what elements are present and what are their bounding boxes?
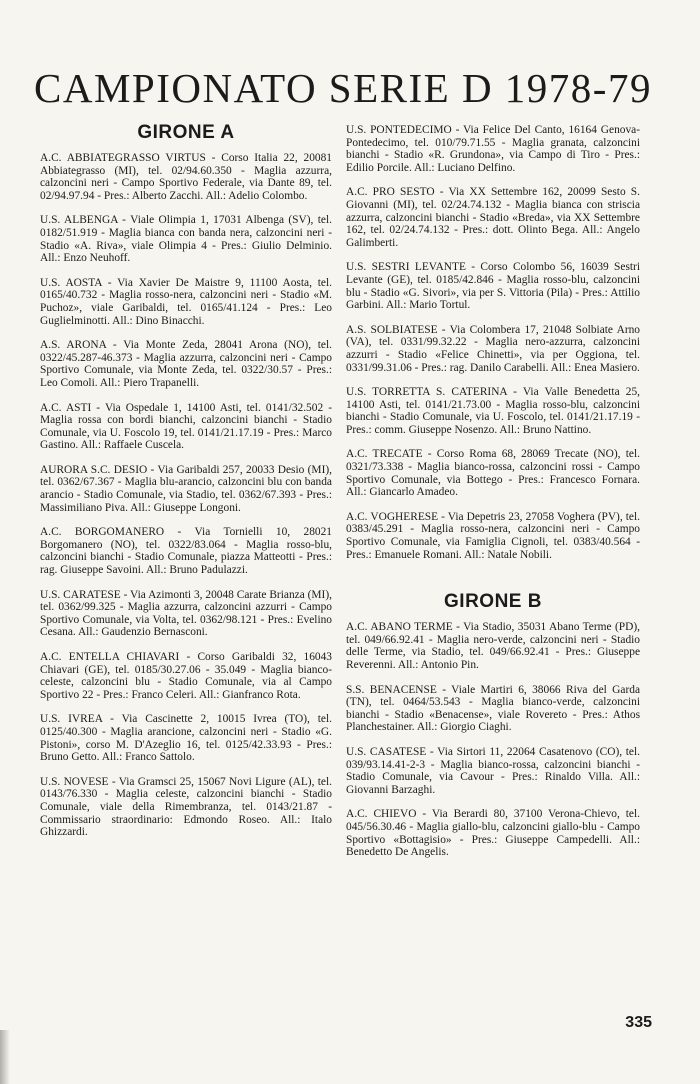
page-title: CAMPIONATO SERIE D 1978-79 xyxy=(34,65,652,111)
club-entry: A.S. SOLBIATESE - Via Colombera 17, 21048 Solbiate Arno (VA), tel. 0331/99.32.22 - Maglia nero-azzurra, calzoncini azzurri - Stadio «Felice Chinetti», via per Oggiona, tel. 0331/99.31.06 - Pres.: rag. Danilo Carabelli. All.: Enea Masiero. xyxy=(346,323,640,374)
club-entry: AURORA S.C. DESIO - Via Garibaldi 257, 20033 Desio (MI), tel. 0362/67.367 - Maglia blu-arancio, calzoncini blu con banda arancio - Stadio Comunale, via Stadio, tel. 0362/67.393 - Pres.: Massimiliano Piva. All.: Giuseppe Longoni. xyxy=(40,463,332,514)
club-entry: S.S. BENACENSE - Viale Martiri 6, 38066 Riva del Garda (TN), tel. 0464/53.543 - Maglia bianco-verde, calzoncini bianchi - Stadio «Benacense», viale Rovereto - Pres.: Athos Planchestainer. All.: Giorgio Ciaghi. xyxy=(346,683,640,734)
page-number: 335 xyxy=(625,1014,652,1031)
binding-edge-shadow xyxy=(0,1030,10,1084)
girone-a-heading: GIRONE A xyxy=(137,122,235,143)
club-entry: A.S. ARONA - Via Monte Zeda, 28041 Arona (NO), tel. 0322/45.287-46.373 - Maglia azzurra, calzoncini neri - Campo Sportivo Comunale, via Monte Zeda, tel. 0322/30.57 - Pres.: Leo Comoli. All.: Piero Trapanelli. xyxy=(40,339,332,389)
right-column xyxy=(346,124,640,871)
club-entry: U.S. AOSTA - Via Xavier De Maistre 9, 11100 Aosta, tel. 0165/40.732 - Maglia rosso-nera, calzoncini neri - Stadio «M. Puchoz», viale Garibaldi, tel. 0165/41.124 - Pres.: Leo Guglielminotti. All.: Dino Binacchi. xyxy=(40,276,332,327)
club-entry: U.S. PONTEDECIMO - Via Felice Del Canto, 16164 Genova-Pontedecimo, tel. 010/79.71.55 - Maglia granata, calzoncini bianchi - Stadio «R. Grundona», via Campo di Tiro - Pres.: Edilio Porcile. All.: Luciano Delfino. xyxy=(346,124,640,174)
club-entry: U.S. ALBENGA - Viale Olimpia 1, 17031 Albenga (SV), tel. 0182/51.919 - Maglia bianca con banda nera, calzoncini neri - Stadio «A. Riva», viale Olimpia 4 - Pres.: Giulio Delminio. All.: Enzo Neuhoff. xyxy=(40,214,332,265)
club-entry: U.S. IVREA - Via Cascinette 2, 10015 Ivrea (TO), tel. 0125/40.300 - Maglia arancione, calzoncini neri - Stadio «G. Pistoni», corso M. D'Azeglio 16, tel. 0125/42.33.93 - Pres.: Bruno Getto. All.: Franco Sattolo. xyxy=(40,713,332,764)
club-entry: A.C. TRECATE - Corso Roma 68, 28069 Trecate (NO), tel. 0321/73.338 - Maglia bianco-rossa, calzoncini rossi - Campo Sportivo Comunale, via Bottego - Pres.: Francesco Fornara. All.: Giancarlo Amadeo. xyxy=(346,448,640,499)
club-entry: U.S. CASATESE - Via Sirtori 11, 22064 Casatenovo (CO), tel. 039/93.14.41-2-3 - Maglia bianco-rossa, calzoncini bianchi - Stadio Comunale, via Cavour - Pres.: Rinaldo Villa. All.: Giovanni Barzaghi. xyxy=(346,745,640,796)
club-entry: A.C. PRO SESTO - Via XX Settembre 162, 20099 Sesto S. Giovanni (MI), tel. 02/24.74.132 - Maglia bianca con striscia azzurra, calzoncini bianchi - Stadio «Breda», via XX Settembre 162, tel. 02/24.74.132 - Pres.: dott. Olinto Bega. All.: Angelo Galimberti. xyxy=(346,186,640,249)
club-entry: U.S. CARATESE - Via Azimonti 3, 20048 Carate Brianza (MI), tel. 0362/99.325 - Maglia azzurra, calzoncini azzurri - Campo Sportivo Comunale, via Volta, tel. 0362/98.121 - Pres.: Evelino Cesana. All.: Gaudenzio Bernasconi. xyxy=(40,588,332,639)
left-column xyxy=(40,122,332,851)
club-entry: U.S. NOVESE - Via Gramsci 25, 15067 Novi Ligure (AL), tel. 0143/76.330 - Maglia celeste, calzoncini bianchi - Stadio Comunale, viale della Rimembranza, tel. 0143/21.87 - Commissario straordinario: Edmondo Roseo. All.: Italo Ghizzardi. xyxy=(40,775,332,839)
club-entry: A.C. CHIEVO - Via Berardi 80, 37100 Verona-Chievo, tel. 045/56.30.46 - Maglia giallo-blu, calzoncini giallo-blu - Campo Sportivo «Bottagisio» - Pres.: Giuseppe Campedelli. All.: Benedetto De Angelis. xyxy=(346,808,640,859)
club-entry: U.S. TORRETTA S. CATERINA - Via Valle Benedetta 25, 14100 Asti, tel. 0141/21.73.00 - Maglia rosso-blu, calzoncini bianchi - Stadio Comunale, via U. Foscolo, tel. 0141/21.17.19 - Pres.: comm. Giuseppe Nosenzo. All.: Bruno Nattino. xyxy=(346,386,640,436)
club-entry: A.C. VOGHERESE - Via Depetris 23, 27058 Voghera (PV), tel. 0383/45.291 - Maglia rosso-nera, calzoncini neri - Campo Sportivo Comunale, via Famiglia Cignoli, tel. 0383/40.564 - Pres.: Emanuele Romani. All.: Natale Nobili. xyxy=(346,510,640,561)
club-entry: U.S. SESTRI LEVANTE - Corso Colombo 56, 16039 Sestri Levante (GE), tel. 0185/42.846 - Maglia rosso-blu, calzoncini blu - Stadio «G. Sivori», via per S. Vittoria (Pila) - Pres.: Attilio Garbini. All.: Mario Tortul. xyxy=(346,261,640,312)
girone-b-heading: GIRONE B xyxy=(444,591,542,613)
club-entry: A.C. ENTELLA CHIAVARI - Corso Garibaldi 32, 16043 Chiavari (GE), tel. 0185/30.27.06 - 35.049 - Maglia bianco-celeste, calzoncini blu - Stadio Comunale, via al Campo Sportivo 22 - Pres.: Franco Celeri. All.: Gianfranco Rota. xyxy=(40,651,332,701)
club-entry: A.C. ASTI - Via Ospedale 1, 14100 Asti, tel. 0141/32.502 - Maglia rossa con bordi bianchi, calzoncini bianchi - Stadio Comunale, via U. Foscolo 19, tel. 0141/21.17.19 - Pres.: Marco Gastino. All.: Raffaele Cuscela. xyxy=(40,401,332,452)
club-entry: A.C. ABANO TERME - Via Stadio, 35031 Abano Terme (PD), tel. 049/66.92.41 - Maglia nero-verde, calzoncini neri - Stadio delle Terme, via Stadio, tel. 049/66.92.41 - Pres.: Giuseppe Reverenni. All.: Antonio Pin. xyxy=(346,621,640,671)
club-entry: A.C. BORGOMANERO - Via Tornielli 10, 28021 Borgomanero (NO), tel. 0322/83.064 - Maglia rosso-blu, calzoncini bianchi - Stadio Comunale, piazza Matteotti - Pres.: rag. Giuseppe Savoini. All.: Bruno Padulazzi. xyxy=(40,526,332,577)
club-entry: A.C. ABBIATEGRASSO VIRTUS - Corso Italia 22, 20081 Abbiategrasso (MI), tel. 02/94.60.350 - Maglia azzurra, calzoncini neri - Campo Sportivo Federale, via Dante 89, tel. 02/94.97.94 - Pres.: Alberto Zacchi. All.: Adelio Colombo. xyxy=(40,152,332,202)
